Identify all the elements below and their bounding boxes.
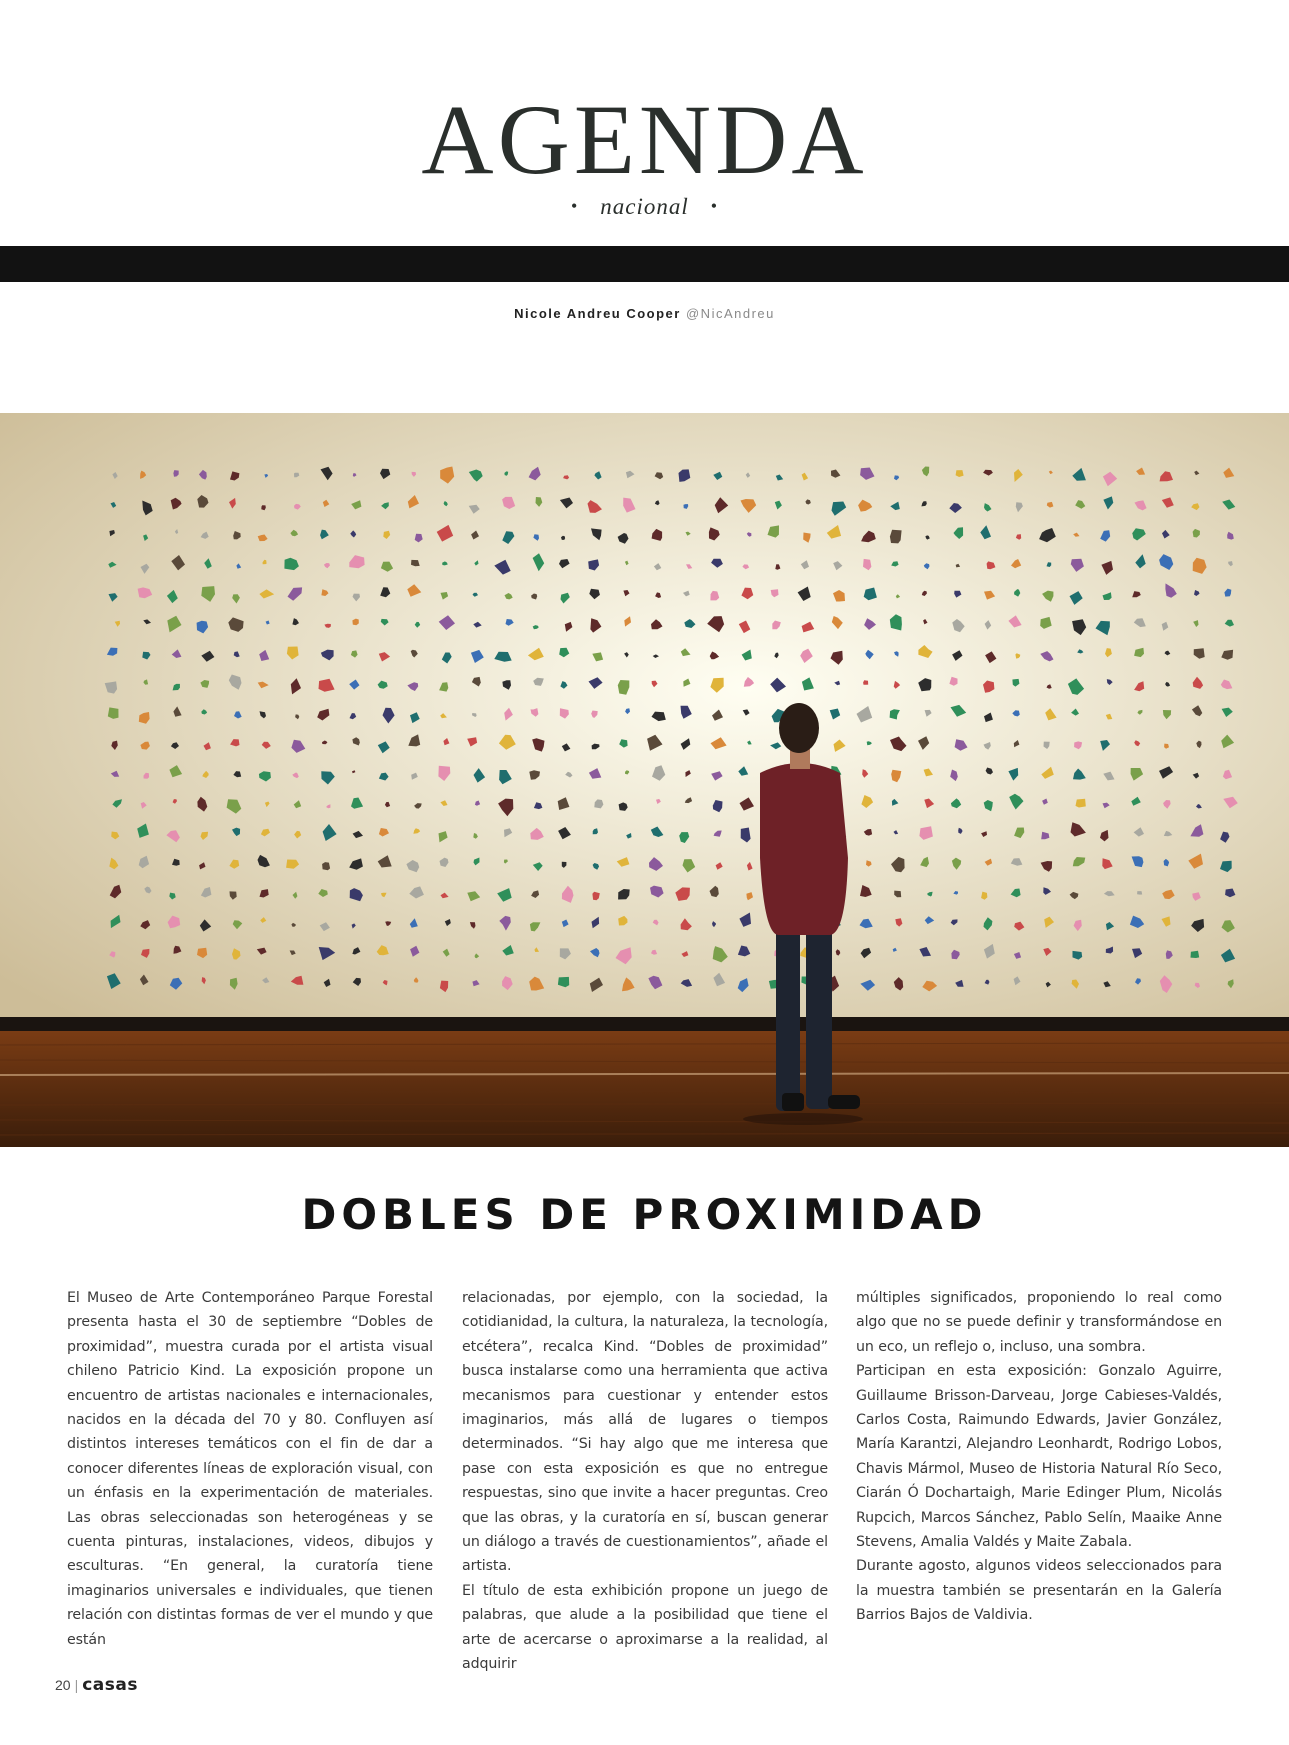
wooden-floor (0, 1031, 1289, 1147)
column-2-paragraph-2: El título de esta exhibición propone un juego de palabras, que alude a la posibilidad que tiene el arte de acercarse o aproximarse a la realidad, al adquirir (462, 1582, 828, 1673)
section-subtitle (0, 194, 1289, 220)
wall-fragment (1191, 951, 1200, 958)
folio-separator: | (74, 1677, 79, 1693)
visitor-shadow (743, 1113, 863, 1125)
exhibition-photo (0, 413, 1289, 1147)
baseboard (0, 1017, 1289, 1031)
wall-fragment (322, 862, 330, 870)
gallery-wall (0, 413, 1289, 1025)
visitor-leg-left (776, 923, 800, 1111)
wall-fragment (1137, 891, 1142, 895)
visitor-shoe-left (782, 1093, 804, 1111)
bullet-right: • (710, 196, 719, 216)
exhibition-photo-svg (0, 413, 1289, 1147)
wall-fragment (863, 680, 868, 685)
wall-fragment (1076, 799, 1086, 808)
column-1-paragraph: El Museo de Arte Contemporáneo Parque Forestal presenta hasta el 30 de septiembre “Dobles de proximidad”, muestra curada por el artista visual chileno Patricio Kind. La exposición propone un encuentro de artistas nacionales e internacionales, nacidos en la década del 70 y 80. Confluyen así distintos intereses temáticos con el fin de dar a conocer diferentes líneas de exploración visual, con un énfasis en la experimentación de materiales. Las obras seleccionadas son heterogéneas y se cuenta pinturas, instalaciones, videos, dibujos y esculturas. “En general, la curatoría tiene imaginarios universales e individuales, que tienen relación con distintas formas de ver el mundo y que están (67, 1290, 433, 1648)
visitor-head (779, 703, 819, 753)
column-3-paragraph-3: Durante agosto, algunos videos seleccionados para la muestra también se presentarán en la Galería Barrios Bajos de Valdivia. (856, 1558, 1222, 1624)
byline (0, 306, 1289, 321)
magazine-logo: casas (82, 1675, 138, 1695)
column-3-paragraph-1: múltiples significados, proponiendo lo real como algo que no se puede definir y transformándose en un eco, un reflejo o, incluso, una sombra. (856, 1290, 1222, 1355)
visitor-leg-right (806, 923, 832, 1109)
section-title: AGENDA (421, 84, 868, 195)
bullet-left: • (570, 196, 579, 216)
article-column-1 (67, 1286, 433, 1652)
column-2-paragraph-1: relacionadas, por ejemplo, con la sociedad, la cotidianidad, la cultura, la naturaleza, la tecnología, etcétera”, recalca Kind. “Dobles de proximidad” busca instalarse como una herramienta que activa mecanismos para cuestionar y entender estos imaginarios, más allá de lugares o tiempos determinados. “Si hay algo que me interesa que pase con esta exposición es que no entregue respuestas, sino que invite a hacer preguntas. Creo que las obras, y la curatoría en sí, buscan generar un diálogo a través de cuestionamientos”, añade el artista. (462, 1290, 828, 1575)
visitor-shoe-right (828, 1095, 860, 1109)
article-title: DOBLES DE PROXIMIDAD (301, 1190, 988, 1239)
page-folio (55, 1675, 138, 1695)
author-name: Nicole Andreu Cooper (514, 306, 681, 321)
article-column-2 (462, 1286, 828, 1677)
section-subtitle-text: nacional (600, 194, 689, 219)
visitor-torso (760, 763, 848, 935)
article-column-3 (856, 1286, 1222, 1628)
column-3-paragraph-2: Participan en esta exposición: Gonzalo Aguirre, Guillaume Brisson-Darveau, Jorge Cabieses-Valdés, Carlos Costa, Raimundo Edwards, Javier González, María Karantzi, Alejandro Leonhardt, Rodrigo Lobos, Chavis Mármol, Museo de Historia Natural Río Seco, Ciarán Ó Dochartaigh, Marie Edinger Plum, Nicolás Rupcich, Marcos Sánchez, Pablo Selín, Maaike Anne Stevens, Amalia Valdés y Maite Zabala. (856, 1363, 1222, 1551)
page-number: 20 (55, 1677, 71, 1693)
header-divider-bar (0, 246, 1289, 282)
author-handle: @NicAndreu (685, 306, 775, 321)
